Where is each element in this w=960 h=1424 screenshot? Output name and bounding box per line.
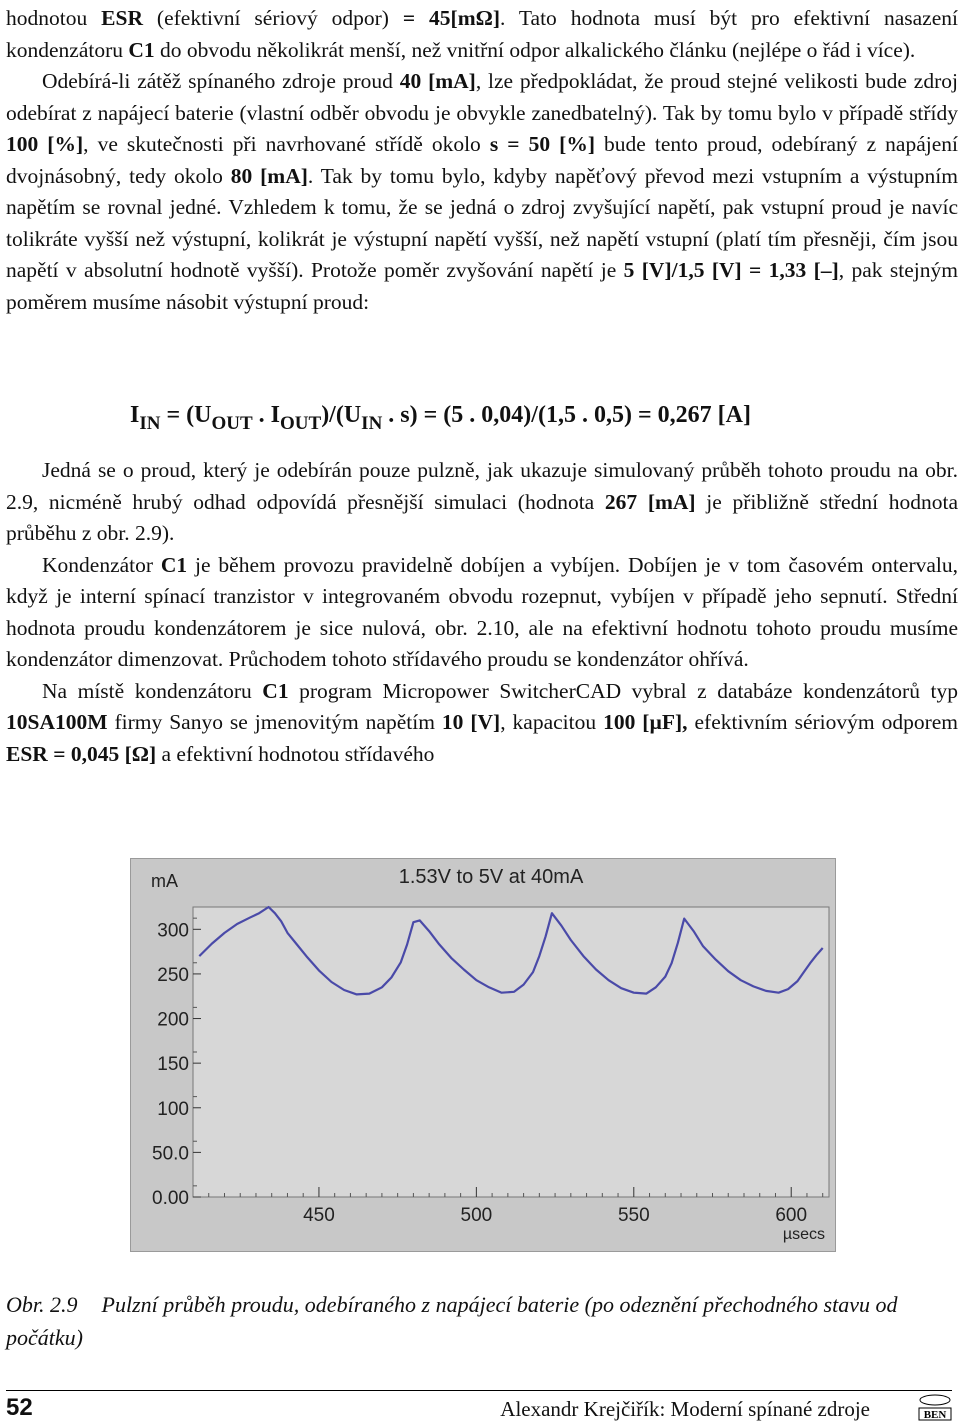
- paragraph-4: [6, 550, 958, 676]
- text-run: 100 [%]: [6, 132, 84, 156]
- y-tick-label: 200: [157, 1009, 189, 1031]
- paragraph-2: [6, 66, 958, 318]
- main-text: [6, 3, 958, 318]
- text-run: efektivním sériovým odporem: [687, 710, 958, 734]
- text-run: 80 [mA]: [230, 163, 308, 188]
- text-run: , ve skutečnosti při navrhované střídě okolo: [83, 132, 490, 156]
- figure-caption: [6, 1288, 958, 1354]
- paragraph-5: [6, 676, 958, 771]
- text-run: Tak by tomu bylo v případě střídy: [662, 100, 958, 125]
- page-number: 52: [6, 1394, 33, 1421]
- text-run: s = 50 [%]: [489, 132, 595, 156]
- text-run: je přibližně střední hodnota průběhu z obr. 2.9).: [6, 489, 958, 545]
- footer-divider: [6, 1390, 952, 1391]
- main-text-2: [6, 455, 958, 770]
- paragraph-3: [6, 455, 958, 550]
- y-tick-label: 50.0: [152, 1143, 189, 1165]
- svg-text:BEN: BEN: [923, 1409, 947, 1421]
- text-run: Odebírá-li zátěž spínaného zdroje proud: [42, 69, 400, 93]
- y-axis-label: mA: [151, 871, 178, 891]
- current-chart: [130, 858, 836, 1252]
- text-run: C1: [262, 678, 289, 703]
- x-tick-label: 450: [303, 1205, 335, 1226]
- caption-text: Pulzní průběh proudu, odebíraného z napájecí baterie (po odeznění přechodného stavu od počátku): [6, 1292, 898, 1350]
- text-run: , lze předpokládat, že proud stejné velikosti bude zdroj odebírat z napájecí baterie (vlastní odběr obvodu je obvykle zanedbatelný).: [6, 69, 958, 125]
- text-run: . Tak by tomu bylo, kdyby napěťový převod mezi vstupním a výstupním napětím se rovnal jedné.: [6, 163, 958, 219]
- x-tick-label: 550: [617, 1205, 650, 1226]
- text-run: Kondenzátor: [42, 552, 161, 577]
- text-run: C1: [160, 552, 188, 577]
- paragraph-1: [6, 3, 958, 66]
- text-run: 267 [mA]: [604, 489, 696, 514]
- y-tick-label: 300: [157, 920, 189, 942]
- y-tick-label: 0.00: [152, 1188, 189, 1209]
- formula: $I_{IN} = (U_{OUT}$ . $I_{OUT})/(U_{IN}$ . s) = (5 . 0,04)/(1,5 . 0,5) = 0,267 [A]: [130, 402, 751, 434]
- text-run: 5 [V]/1,5 [V] = 1,33 [–]: [623, 258, 839, 282]
- text-run: Na místě kondenzátoru: [42, 678, 263, 703]
- text-run: bude tento proud, odebíraný z napájení dvojnásobný, tedy okolo: [6, 132, 959, 188]
- text-run: = 45[mΩ]: [402, 6, 500, 30]
- book-title: Alexandr Krejčiřík: Moderní spínané zdroje: [500, 1397, 870, 1421]
- text-run: ESR = 0,045 [Ω]: [6, 741, 157, 766]
- text-run: a efektivní hodnotou střídavého: [156, 741, 435, 766]
- text-run: firmy Sanyo se jmenovitým napětím: [107, 710, 442, 734]
- text-run: 10 [V]: [441, 710, 501, 734]
- y-tick-label: 100: [157, 1098, 189, 1120]
- x-tick-label: 500: [460, 1205, 493, 1226]
- text-run: Vzhledem k tomu, že se jedná o zdroj zvyšující napětí, pak vstupní proud je navíc tolikráte vyšší než výstupní, kolikrát je výstupní napětí vyšší, než napětí vstupní (platí tím přesněji, čím jsou napětí v absolutní hodnotě vyšší). Protože poměr zvyšování napětí je: [6, 195, 958, 282]
- x-axis-label: µsecs: [782, 1226, 825, 1243]
- text-run: ESR: [101, 6, 143, 30]
- text-run: C1: [128, 37, 155, 62]
- y-tick-label: 250: [157, 964, 189, 986]
- y-tick-label: 150: [157, 1054, 189, 1076]
- text-run: . Tato hodnota musí být pro efektivní nasazení kondenzátoru: [6, 6, 958, 62]
- text-run: (efektivní sériový odpor): [142, 6, 403, 30]
- text-run: 100 [µF],: [603, 710, 688, 734]
- caption-number: Obr. 2.9: [6, 1292, 78, 1317]
- chart-title: 1.53V to 5V at 40mA: [398, 866, 584, 888]
- text-run: program Micropower SwitcherCAD vybral z databáze kondenzátorů typ: [288, 678, 958, 703]
- text-run: , pak stejným poměrem musíme násobit výstupní proud:: [6, 258, 958, 314]
- x-tick-label: 600: [775, 1205, 808, 1226]
- text-run: 10SA100M: [6, 710, 108, 734]
- text-run: , kapacitou: [500, 710, 604, 734]
- publisher-logo: [918, 1393, 952, 1421]
- text-run: hodnotou: [6, 6, 102, 30]
- text-run: Jedná se o proud, který je odebírán pouze pulzně, jak ukazuje simulovaný průběh tohoto proudu na obr. 2.9, nicméně hrubý odhad odpovídá přesnější simulaci (hodnota: [6, 458, 958, 514]
- text-run: do obvodu několikrát menší, než vnitřní odpor alkalického článku (nejlépe o řád i více).: [154, 37, 916, 62]
- text-run: je během provozu pravidelně dobíjen a vybíjen. Dobíjen je v tom časovém ontervalu, když je interní spínací tranzistor v integrovaném obvodu rozepnut, vybíjen v případě jeho sepnutí. Střední hodnota proudu kondenzátorem je sice nulová, obr. 2.10, ale na efektivní hodnotu tohoto proudu musíme kondenzátor dimenzovat. Průchodem tohoto střídavého proudu se kondenzátor ohřívá.: [6, 552, 958, 671]
- plot-area: [193, 907, 829, 1197]
- text-run: 40 [mA]: [399, 69, 476, 93]
